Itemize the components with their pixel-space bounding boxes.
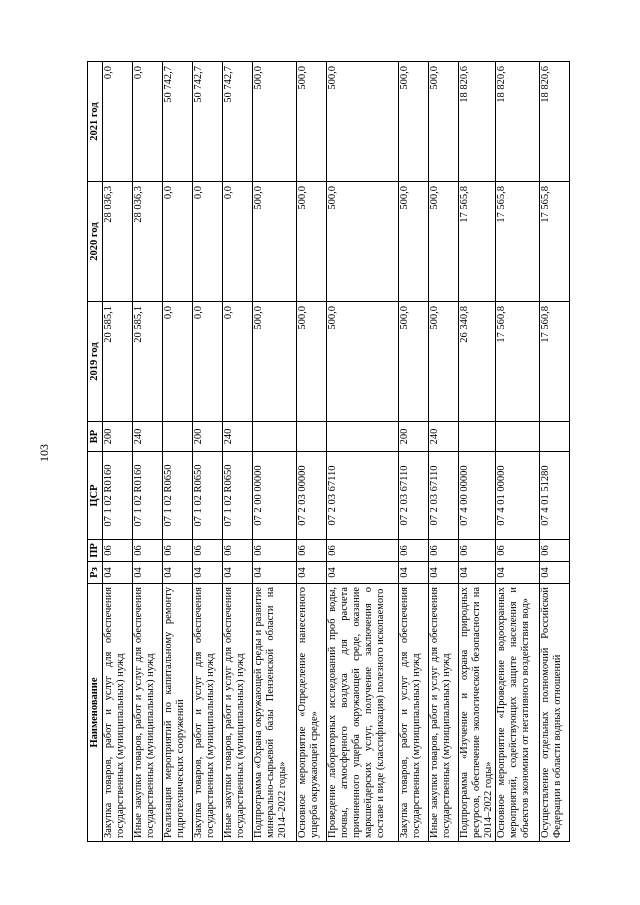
cell-y2021: 500,0 xyxy=(399,62,429,182)
cell-y2021: 500,0 xyxy=(327,62,399,182)
cell-name: Закупка товаров, работ и услуг для обеспечения государственных (муниципальных) нужд xyxy=(399,584,429,842)
cell-rz: 04 xyxy=(429,562,459,584)
cell-pr: 06 xyxy=(297,540,327,562)
table-row xyxy=(193,62,223,842)
page-number: 103 xyxy=(37,444,51,462)
cell-csr: 07 1 02 R0160 xyxy=(133,452,163,540)
cell-vr xyxy=(253,422,297,452)
cell-csr: 07 2 00 00000 xyxy=(253,452,297,540)
cell-y2021: 50 742,7 xyxy=(193,62,223,182)
cell-rz: 04 xyxy=(133,562,163,584)
table-row xyxy=(459,62,496,842)
cell-y2020: 28 036,3 xyxy=(103,182,133,302)
table-row xyxy=(103,62,133,842)
cell-y2019: 17 560,8 xyxy=(540,302,570,422)
cell-name: Проведение лабораторных исследований проб воды, почвы, атмосферного воздуха для расчета причиненного ущерба окружающей среде, оказание маркшейдерских услуг, получение заключения о составе и виде (классификация) полезного ископаемого xyxy=(327,584,399,842)
cell-y2020: 500,0 xyxy=(297,182,327,302)
cell-y2020: 17 565,8 xyxy=(496,182,540,302)
cell-y2020: 500,0 xyxy=(429,182,459,302)
cell-csr: 07 1 02 R0650 xyxy=(223,452,253,540)
cell-csr: 07 2 03 00000 xyxy=(297,452,327,540)
cell-name: Реализация мероприятий по капитальному ремонту гидротехнических сооружений xyxy=(163,584,193,842)
cell-csr: 07 4 01 00000 xyxy=(496,452,540,540)
table-row xyxy=(223,62,253,842)
cell-name: Осуществление отдельных полномочий Российской Федерации в области водных отношений xyxy=(540,584,570,842)
header-vr: ВР xyxy=(88,422,103,452)
cell-y2020: 0,0 xyxy=(163,182,193,302)
cell-vr xyxy=(163,422,193,452)
cell-y2019: 500,0 xyxy=(327,302,399,422)
cell-pr: 06 xyxy=(223,540,253,562)
cell-name: Основное мероприятие «Проведение водоохранных мероприятий, содействующих защите населения и объектов экономики от негативного воздействия вод» xyxy=(496,584,540,842)
cell-y2021: 0,0 xyxy=(133,62,163,182)
cell-y2019: 20 585,1 xyxy=(103,302,133,422)
cell-pr: 06 xyxy=(253,540,297,562)
cell-y2019: 0,0 xyxy=(193,302,223,422)
cell-y2020: 500,0 xyxy=(399,182,429,302)
rotated-table-container xyxy=(87,62,567,842)
cell-rz: 04 xyxy=(496,562,540,584)
cell-pr: 06 xyxy=(399,540,429,562)
cell-y2020: 0,0 xyxy=(223,182,253,302)
cell-rz: 04 xyxy=(327,562,399,584)
cell-y2019: 17 560,8 xyxy=(496,302,540,422)
cell-y2020: 17 565,8 xyxy=(459,182,496,302)
header-2020: 2020 год xyxy=(88,182,103,302)
cell-name: Основное мероприятие «Определение нанесенного ущерба окружающей среде» xyxy=(297,584,327,842)
cell-pr: 06 xyxy=(327,540,399,562)
cell-vr: 200 xyxy=(399,422,429,452)
table-row xyxy=(133,62,163,842)
cell-vr: 240 xyxy=(133,422,163,452)
cell-y2021: 500,0 xyxy=(297,62,327,182)
cell-pr: 06 xyxy=(103,540,133,562)
cell-name: Закупка товаров, работ и услуг для обеспечения государственных (муниципальных) нужд xyxy=(103,584,133,842)
cell-vr xyxy=(297,422,327,452)
cell-rz: 04 xyxy=(223,562,253,584)
cell-vr xyxy=(496,422,540,452)
cell-name: Подпрограмма «Изучение и охрана природных ресурсов, обеспечение экологической безопасности на 2014–2022 годы» xyxy=(459,584,496,842)
cell-csr: 07 1 02 R0650 xyxy=(163,452,193,540)
cell-y2021: 500,0 xyxy=(429,62,459,182)
table-row xyxy=(429,62,459,842)
cell-pr: 06 xyxy=(193,540,223,562)
header-csr: ЦСР xyxy=(88,452,103,540)
header-rz: Рз xyxy=(88,562,103,584)
cell-name: Подпрограмма «Охрана окружающей среды и развитие минерально-сырьевой базы Пензенской области на 2014–2022 годы» xyxy=(253,584,297,842)
budget-table xyxy=(87,61,570,842)
cell-pr: 06 xyxy=(459,540,496,562)
cell-y2021: 18 820,6 xyxy=(496,62,540,182)
cell-y2019: 0,0 xyxy=(163,302,193,422)
cell-y2020: 17 565,8 xyxy=(540,182,570,302)
cell-csr: 07 1 02 R0650 xyxy=(193,452,223,540)
cell-pr: 06 xyxy=(496,540,540,562)
cell-y2019: 0,0 xyxy=(223,302,253,422)
table-row xyxy=(297,62,327,842)
cell-pr: 06 xyxy=(540,540,570,562)
cell-y2019: 500,0 xyxy=(399,302,429,422)
cell-y2019: 500,0 xyxy=(297,302,327,422)
cell-csr: 07 4 00 00000 xyxy=(459,452,496,540)
header-pr: ПР xyxy=(88,540,103,562)
header-name: Наименование xyxy=(88,584,103,842)
cell-y2019: 26 340,8 xyxy=(459,302,496,422)
cell-name: Иные закупки товаров, работ и услуг для обеспечения государственных (муниципальных) нужд xyxy=(429,584,459,842)
table-header-row xyxy=(88,62,103,842)
cell-vr: 200 xyxy=(103,422,133,452)
cell-csr: 07 4 01 51280 xyxy=(540,452,570,540)
cell-rz: 04 xyxy=(297,562,327,584)
cell-y2019: 500,0 xyxy=(253,302,297,422)
cell-y2020: 500,0 xyxy=(327,182,399,302)
table-row xyxy=(540,62,570,842)
cell-rz: 04 xyxy=(103,562,133,584)
cell-pr: 06 xyxy=(163,540,193,562)
cell-rz: 04 xyxy=(193,562,223,584)
cell-pr: 06 xyxy=(133,540,163,562)
cell-csr: 07 2 03 67110 xyxy=(327,452,399,540)
table-row xyxy=(327,62,399,842)
header-2021: 2021 год xyxy=(88,62,103,182)
cell-vr: 200 xyxy=(193,422,223,452)
table-row xyxy=(496,62,540,842)
cell-y2021: 18 820,6 xyxy=(540,62,570,182)
cell-rz: 04 xyxy=(253,562,297,584)
cell-y2020: 500,0 xyxy=(253,182,297,302)
cell-csr: 07 1 02 R0160 xyxy=(103,452,133,540)
cell-rz: 04 xyxy=(540,562,570,584)
cell-csr: 07 2 03 67110 xyxy=(399,452,429,540)
cell-y2021: 18 820,6 xyxy=(459,62,496,182)
cell-rz: 04 xyxy=(399,562,429,584)
cell-y2021: 500,0 xyxy=(253,62,297,182)
table-row xyxy=(163,62,193,842)
cell-name: Закупка товаров, работ и услуг для обеспечения государственных (муниципальных) нужд xyxy=(193,584,223,842)
cell-y2020: 0,0 xyxy=(193,182,223,302)
cell-y2021: 50 742,7 xyxy=(223,62,253,182)
cell-csr: 07 2 03 67110 xyxy=(429,452,459,540)
cell-name: Иные закупки товаров, работ и услуг для обеспечения государственных (муниципальных) нужд xyxy=(133,584,163,842)
cell-vr: 240 xyxy=(223,422,253,452)
cell-y2019: 20 585,1 xyxy=(133,302,163,422)
cell-rz: 04 xyxy=(459,562,496,584)
cell-rz: 04 xyxy=(163,562,193,584)
cell-vr xyxy=(459,422,496,452)
table-row xyxy=(399,62,429,842)
cell-name: Иные закупки товаров, работ и услуг для обеспечения государственных (муниципальных) нужд xyxy=(223,584,253,842)
header-2019: 2019 год xyxy=(88,302,103,422)
table-row xyxy=(253,62,297,842)
cell-y2020: 28 036,3 xyxy=(133,182,163,302)
cell-vr xyxy=(540,422,570,452)
cell-y2021: 50 742,7 xyxy=(163,62,193,182)
cell-vr: 240 xyxy=(429,422,459,452)
cell-pr: 06 xyxy=(429,540,459,562)
cell-y2021: 0,0 xyxy=(103,62,133,182)
cell-vr xyxy=(327,422,399,452)
cell-y2019: 500,0 xyxy=(429,302,459,422)
